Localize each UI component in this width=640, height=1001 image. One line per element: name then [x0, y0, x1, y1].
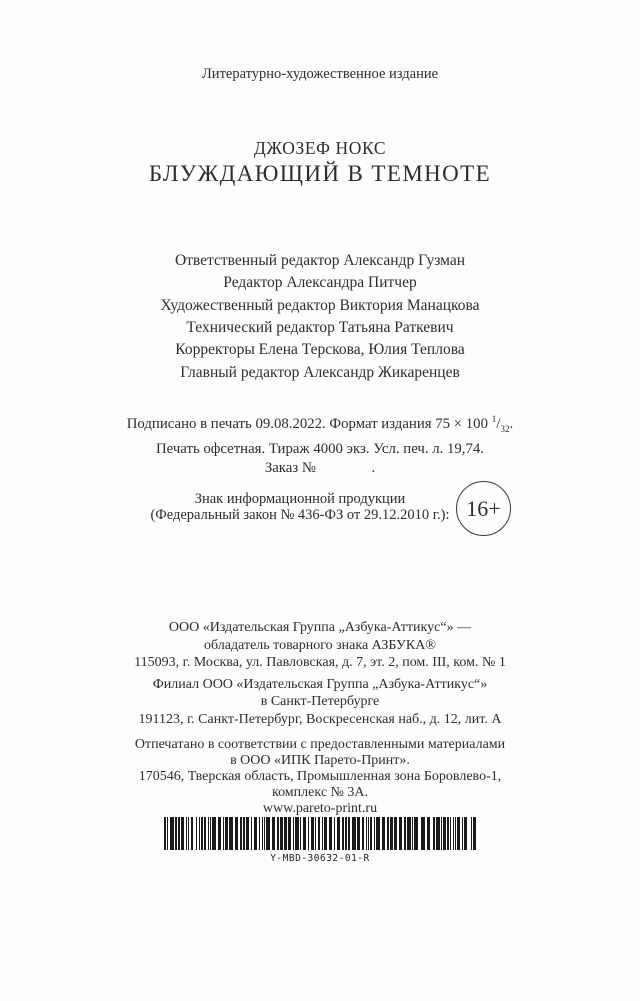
book-title: БЛУЖДАЮЩИЙ В ТЕМНОТЕ — [148, 161, 492, 186]
printer-note-line: Отпечатано в соответствии с предоставленными материалами — [134, 737, 506, 752]
age-rating-caption-line1: Знак информационной продукции — [194, 491, 406, 507]
print-info-block — [0, 410, 640, 479]
print-line-order-number: Заказ № . — [264, 460, 376, 476]
barcode-image — [0, 817, 640, 850]
publisher-branch-city: в Санкт-Петербурге — [260, 694, 380, 709]
chief-editor-line: Главный редактор Александр Жикаренцев — [180, 364, 460, 381]
credit-line-technical-editor: Технический редактор Татьяна Раткевич — [186, 318, 454, 336]
age-rating-caption-line2: (Федеральный закон № 436-ФЗ от 29.12.2010 г.): — [150, 507, 450, 523]
publisher-moscow-address: 115093, г. Москва, ул. Павловская, д. 7, эт. 2, пом. III, ком. № 1 — [134, 655, 506, 670]
format-fraction-denominator: 32 — [500, 424, 510, 434]
format-fraction-slash: / — [496, 416, 501, 432]
publisher-name-line: ООО «Издательская Группа „Азбука-Аттикус“» — — [168, 620, 472, 635]
printer-group — [0, 737, 640, 817]
credit-line-responsible-editor: Ответственный редактор Александр Гузман — [174, 252, 466, 269]
printer-name-line: в ООО «ИПК Парето-Принт». — [230, 753, 410, 768]
barcode — [0, 817, 640, 864]
print-line-date-format — [0, 410, 640, 440]
edition-note: Литературно-художественное издание — [201, 66, 439, 82]
credit-line-proofreaders: Корректоры Елена Терскова, Юлия Теплова — [175, 341, 465, 359]
publisher-group-moscow — [0, 619, 640, 672]
credit-line-editor: Редактор Александра Питчер — [223, 274, 417, 292]
print-line-prefix: Подписано в печать 09.08.2022. Формат издания 75 × 100 — [126, 416, 492, 432]
age-rating-badge — [456, 481, 511, 536]
publisher-trademark-line: обладатель товарного знака АЗБУКА® — [204, 637, 436, 653]
credits-block — [0, 250, 640, 361]
format-fraction-numerator: 1 — [491, 414, 497, 424]
book-author: ДЖОЗЕФ НОКС — [253, 138, 387, 158]
print-line-suffix: . — [509, 416, 514, 432]
publisher-group-spb — [0, 676, 640, 729]
print-line-tirazh: Печать офсетная. Тираж 4000 экз. Усл. печ. л. 19,74. — [155, 440, 485, 457]
barcode-label: Y-MBD-30632-01-R — [270, 853, 370, 864]
printer-address-line1: 170546, Тверская область, Промышленная зона Боровлево-1, — [138, 769, 502, 784]
publisher-spb-address: 191123, г. Санкт-Петербург, Воскресенская наб., д. 12, лит. А — [138, 711, 502, 727]
printer-website: www.pareto-print.ru — [262, 801, 378, 816]
publisher-branch-line: Филиал ООО «Издательская Группа „Азбука-Аттикус“» — [152, 676, 488, 692]
publisher-block — [0, 619, 640, 817]
age-rating-value: 16+ — [466, 495, 501, 521]
printer-address-line2: комплекс № 3А. — [271, 785, 368, 800]
credit-line-art-editor: Художественный редактор Виктория Манацкова — [160, 296, 480, 314]
